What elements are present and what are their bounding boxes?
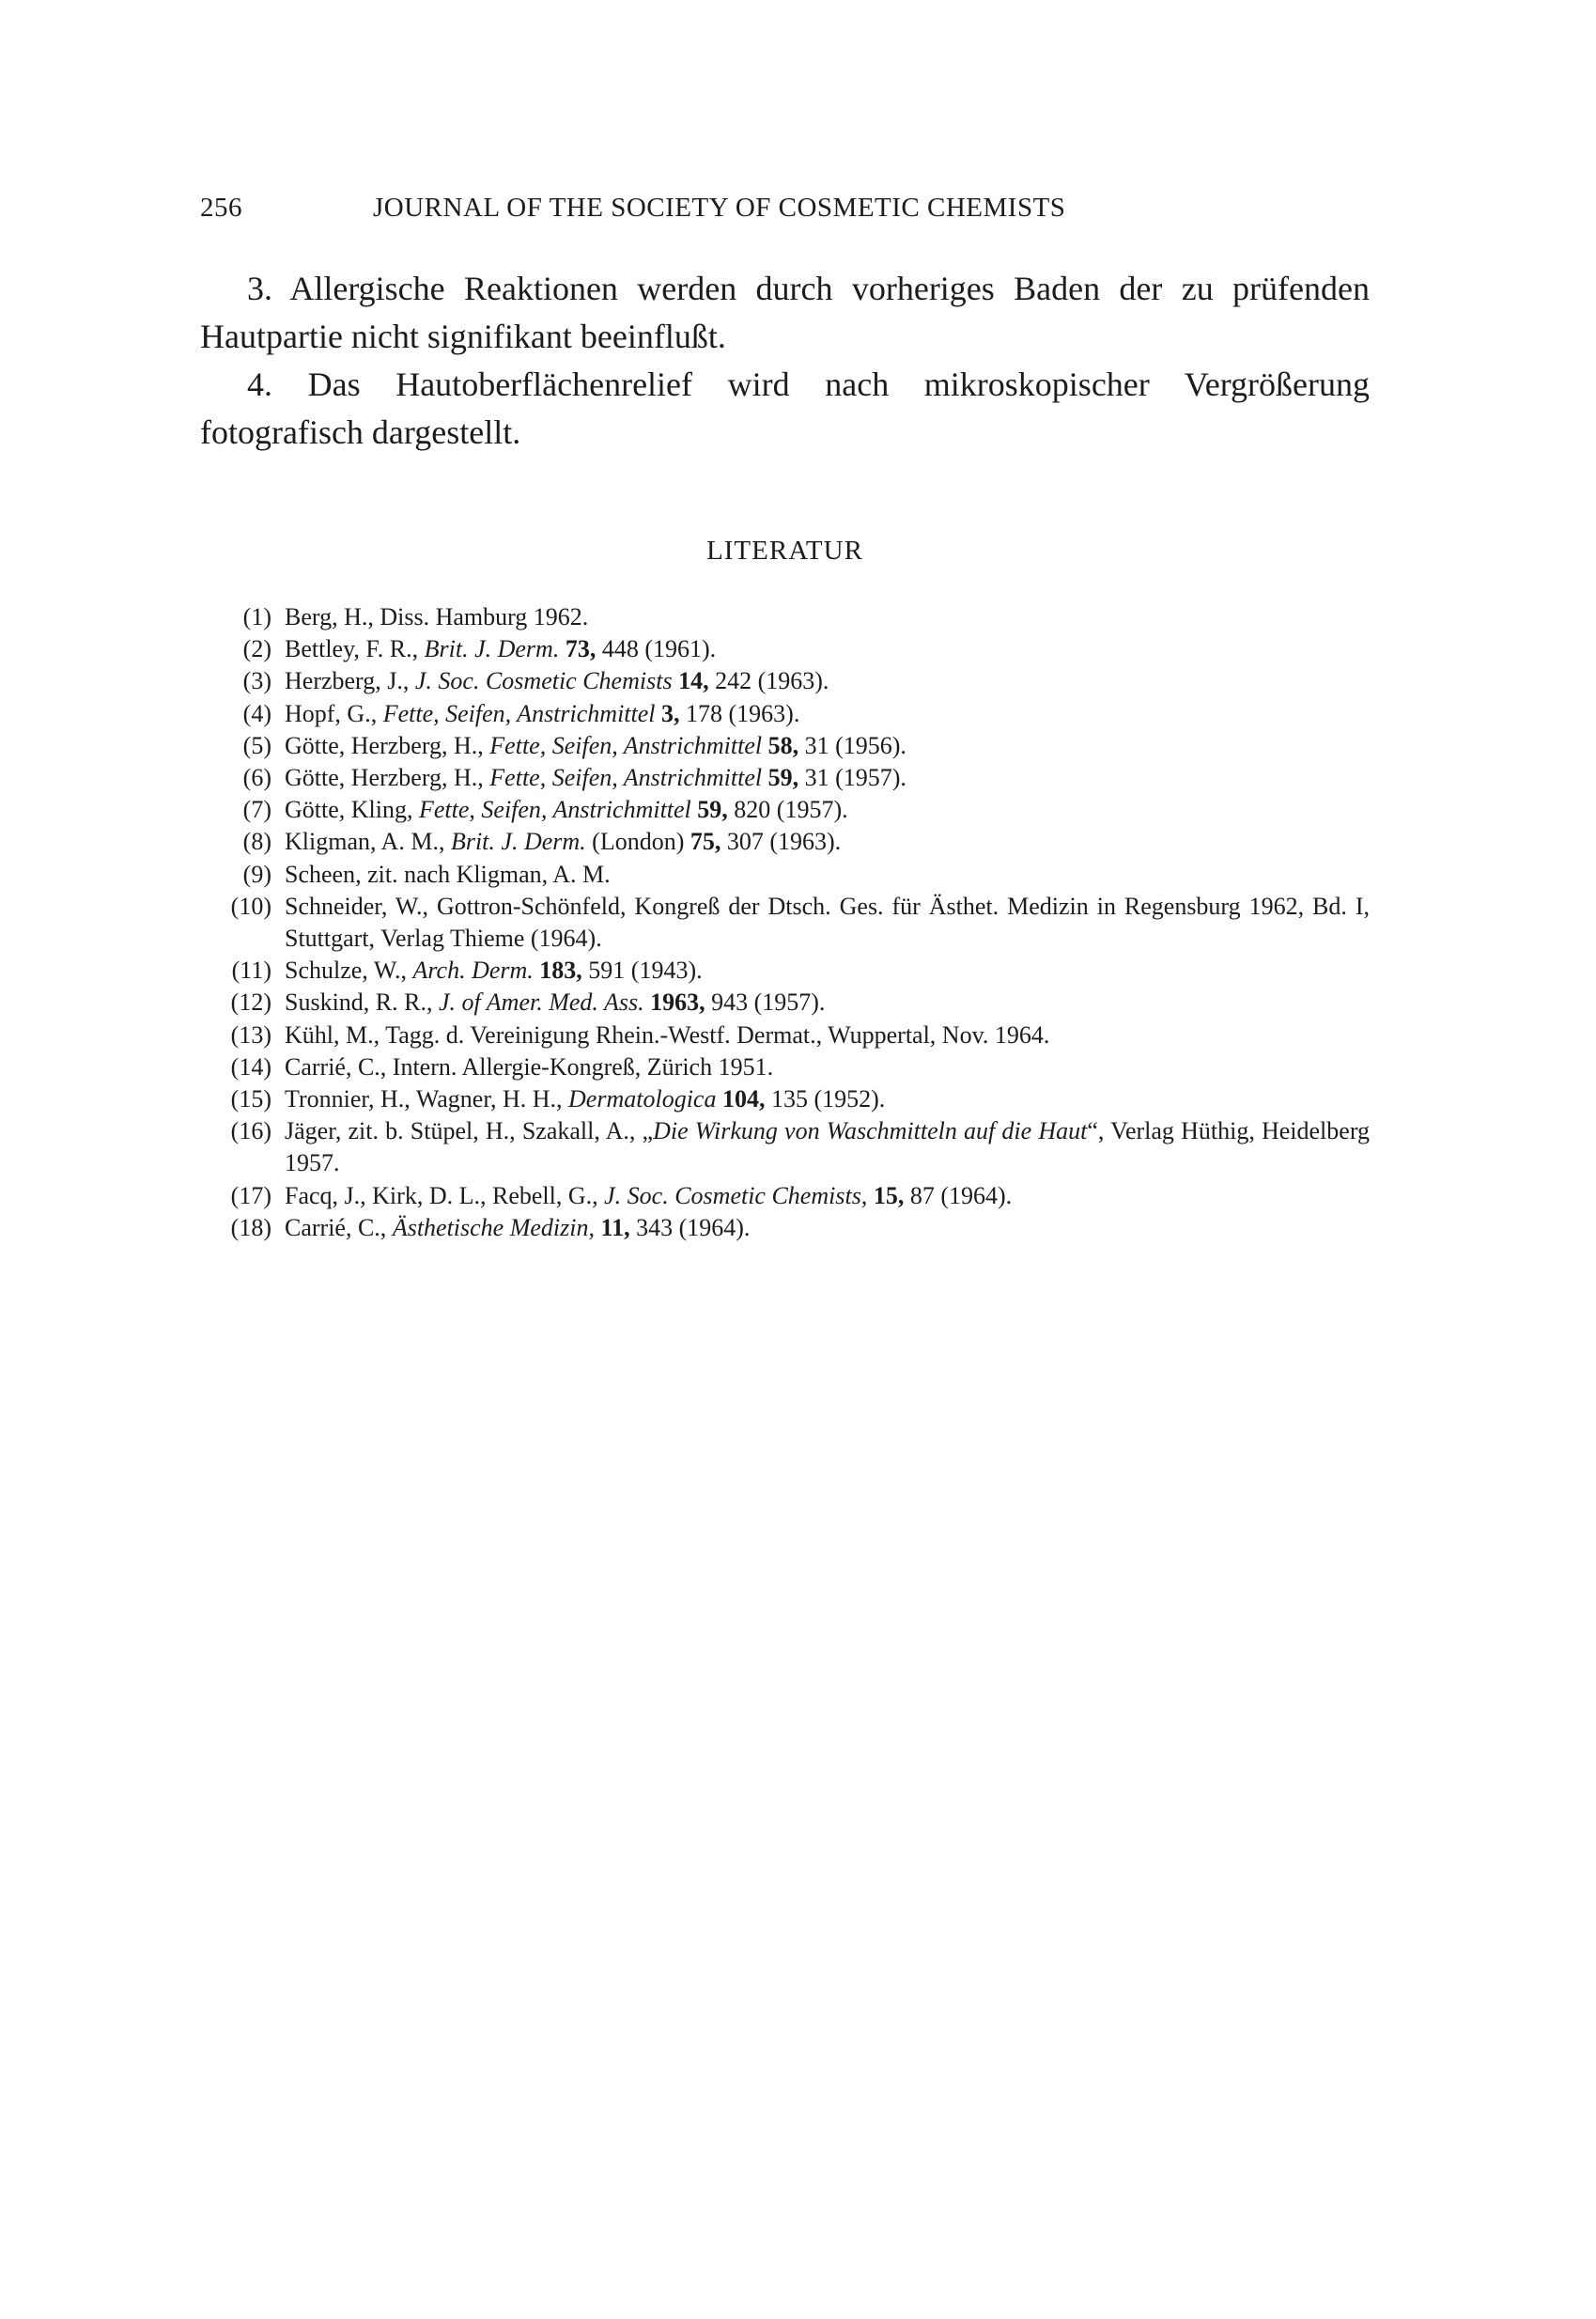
reference-segment: Carrié, C., Intern. Allergie-Kongreß, Zürich 1951. xyxy=(285,1052,774,1081)
reference-text xyxy=(285,794,1370,826)
reference-segment: 820 (1957). xyxy=(727,796,848,824)
reference-item xyxy=(200,730,1370,762)
reference-number: (18) xyxy=(230,1213,271,1241)
reference-item xyxy=(200,826,1370,858)
reference-text xyxy=(285,762,1370,794)
reference-volume: 3, xyxy=(661,699,680,727)
reference-source-title: Brit. J. Derm. xyxy=(450,828,586,856)
reference-text xyxy=(285,730,1370,762)
reference-item xyxy=(200,1180,1370,1212)
reference-text xyxy=(285,955,1370,987)
reference-number: (16) xyxy=(230,1117,271,1145)
reference-text xyxy=(285,1051,1370,1083)
reference-segment: “, Verlag Hüthig, Heidelberg 1957. xyxy=(285,1117,1371,1177)
running-head xyxy=(200,193,1233,224)
body-text xyxy=(200,265,1370,457)
reference-volume: 73, xyxy=(565,635,597,663)
reference-segment: 31 (1957). xyxy=(798,764,906,792)
reference-text xyxy=(285,859,1370,891)
reference-segment: Tronnier, H., Wagner, H. H., xyxy=(285,1085,569,1113)
reference-item xyxy=(200,762,1370,794)
reference-item xyxy=(200,1115,1370,1179)
reference-number: (10) xyxy=(230,892,271,920)
reference-text xyxy=(285,987,1370,1019)
reference-number: (14) xyxy=(230,1052,271,1081)
reference-segment: Carrié, C., xyxy=(285,1213,393,1241)
reference-text xyxy=(285,1180,1370,1212)
reference-text xyxy=(285,1115,1370,1179)
reference-volume: 59, xyxy=(767,764,799,792)
reference-segment: Götte, Kling, xyxy=(285,796,419,824)
reference-segment: Jäger, zit. b. Stüpel, H., Szakall, A., „ xyxy=(285,1117,654,1145)
reference-segment: Facq, J., Kirk, D. L., Rebell, G., xyxy=(285,1181,605,1209)
reference-list xyxy=(200,601,1370,1244)
reference-item xyxy=(200,698,1370,730)
reference-source-title: J. Soc. Cosmetic Chemists xyxy=(414,667,673,695)
reference-segment: Herzberg, J., xyxy=(285,667,415,695)
reference-number: (7) xyxy=(242,796,271,824)
reference-number: (2) xyxy=(242,635,271,663)
reference-source-title: Dermatologica xyxy=(568,1085,717,1113)
reference-volume: 59, xyxy=(697,796,728,824)
reference-segment: (London) xyxy=(585,828,690,856)
reference-item xyxy=(200,987,1370,1019)
reference-source-title: Fette, Seifen, Anstrichmittel xyxy=(382,699,656,727)
reference-segment: Götte, Herzberg, H., xyxy=(285,731,490,759)
reference-volume: 15, xyxy=(873,1181,905,1209)
reference-item xyxy=(200,1083,1370,1115)
reference-volume: 75, xyxy=(690,828,721,856)
reference-number: (3) xyxy=(242,667,271,695)
reference-segment: 135 (1952). xyxy=(765,1085,886,1113)
reference-segment: Götte, Herzberg, H., xyxy=(285,764,490,792)
reference-item xyxy=(200,1051,1370,1083)
reference-text xyxy=(285,698,1370,730)
reference-number: (12) xyxy=(230,988,271,1017)
reference-item xyxy=(200,665,1370,697)
reference-number: (6) xyxy=(242,764,271,792)
reference-text xyxy=(285,665,1370,697)
reference-item xyxy=(200,601,1370,633)
reference-source-title: Die Wirkung von Waschmitteln auf die Haut xyxy=(653,1117,1088,1145)
reference-text xyxy=(285,633,1370,665)
literature-heading: LITERATUR xyxy=(706,536,863,566)
reference-segment: Hopf, G., xyxy=(285,699,383,727)
reference-segment: Bettley, F. R., xyxy=(285,635,425,663)
reference-source-title: J. Soc. Cosmetic Chemists, xyxy=(604,1181,868,1209)
reference-source-title: Fette, Seifen, Anstrichmittel xyxy=(489,731,763,759)
reference-number: (13) xyxy=(230,1020,271,1049)
reference-segment: 307 (1963). xyxy=(721,828,842,856)
reference-number: (17) xyxy=(230,1181,271,1209)
reference-source-title: Ästhetische Medizin, xyxy=(392,1213,595,1241)
reference-number: (9) xyxy=(242,860,271,888)
reference-segment: Berg, H., Diss. Hamburg 1962. xyxy=(285,603,589,630)
reference-segment: Schneider, W., Gottron-Schönfeld, Kongreß der Dtsch. Ges. für Ästhet. Medizin in Regensburg 1962, Bd. I, Stuttgart, Verlag Thieme (1964). xyxy=(285,892,1370,953)
journal-title: JOURNAL OF THE SOCIETY OF COSMETIC CHEMISTS xyxy=(373,193,1066,223)
reference-source-title: Fette, Seifen, Anstrichmittel xyxy=(419,796,691,824)
reference-segment: Schulze, W., xyxy=(285,957,413,985)
reference-number: (8) xyxy=(242,828,271,856)
reference-item xyxy=(200,633,1370,665)
reference-source-title: Brit. J. Derm. xyxy=(424,635,560,663)
reference-item xyxy=(200,1019,1370,1051)
reference-segment: 448 (1961). xyxy=(596,635,717,663)
reference-volume: 11, xyxy=(600,1213,630,1241)
reference-segment: 87 (1964). xyxy=(904,1181,1013,1209)
reference-volume: 183, xyxy=(539,957,582,985)
reference-item xyxy=(200,1212,1370,1244)
reference-item xyxy=(200,955,1370,987)
reference-number: (15) xyxy=(230,1085,271,1113)
reference-segment: 343 (1964). xyxy=(629,1213,751,1241)
reference-segment: 178 (1963). xyxy=(679,699,800,727)
reference-source-title: Fette, Seifen, Anstrichmittel xyxy=(489,764,763,792)
reference-number: (11) xyxy=(231,957,271,985)
reference-segment: Kühl, M., Tagg. d. Vereinigung Rhein.-Westf. Dermat., Wuppertal, Nov. 1964. xyxy=(285,1020,1050,1049)
reference-volume: 14, xyxy=(678,667,709,695)
reference-source-title: J. of Amer. Med. Ass. xyxy=(439,988,644,1017)
reference-volume: 104, xyxy=(721,1085,766,1113)
reference-segment: 591 (1943). xyxy=(581,957,703,985)
reference-item xyxy=(200,891,1370,955)
paragraph-3: 3. Allergische Reaktionen werden durch vorheriges Baden der zu prüfenden Hautpartie nicht signifikant beeinflußt. xyxy=(200,270,1370,355)
reference-volume: 58, xyxy=(767,731,799,759)
reference-number: (5) xyxy=(242,731,271,759)
reference-segment: 943 (1957). xyxy=(705,988,826,1017)
reference-segment: Scheen, zit. nach Kligman, A. M. xyxy=(285,860,611,888)
reference-number: (1) xyxy=(242,603,271,630)
reference-source-title: Arch. Derm. xyxy=(412,957,534,985)
reference-text xyxy=(285,1083,1370,1115)
reference-text xyxy=(285,826,1370,858)
paragraph-4: 4. Das Hautoberflächenrelief wird nach mikroskopischer Vergrößerung fotografisch dargestellt. xyxy=(200,366,1370,451)
reference-segment: 31 (1956). xyxy=(798,731,906,759)
reference-text xyxy=(285,1019,1370,1051)
page-number: 256 xyxy=(200,193,242,223)
reference-segment: Kligman, A. M., xyxy=(285,828,451,856)
reference-text xyxy=(285,1212,1370,1244)
reference-text xyxy=(285,891,1370,955)
reference-item xyxy=(200,794,1370,826)
reference-segment: 242 (1963). xyxy=(708,667,829,695)
reference-segment: Suskind, R. R., xyxy=(285,988,439,1017)
reference-item xyxy=(200,859,1370,891)
reference-text xyxy=(285,601,1370,633)
reference-number: (4) xyxy=(242,699,271,727)
reference-volume: 1963, xyxy=(650,988,705,1017)
